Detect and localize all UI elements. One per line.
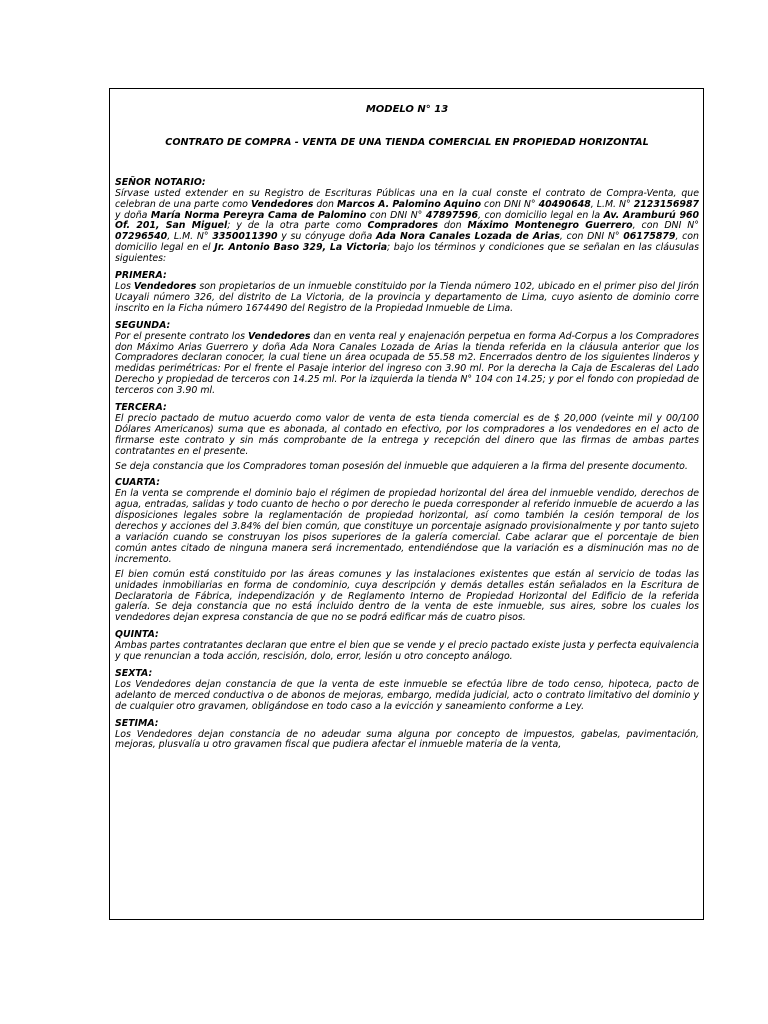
document-title: MODELO N° 13 [365, 104, 449, 115]
clause-sexta-text: Los Vendedores dejan constancia de que la venta de este inmueble se efectúa libre de todo censo, hipoteca, pacto de adelanto de merced conductiva o de abonos de mejoras, embargo, medida judicial, acto o contrato limitativo del dominio y de cualquier otro gravamen, obligándose en todo caso a la evicción y saneamiento conforme a Ley. [115, 678, 699, 712]
document-body [115, 105, 699, 751]
clause-primera-text: Los Vendedores son propietarios de un inmueble constituido por la Tienda número 102, ubicado en el primer piso del Jirón Ucayali número 326, del distrito de La Victoria, de la provincia y departamento de Lima, cuyo asiento de dominio corre inscrito en la Ficha número 1674490 del Registro de la Propiedad Inmueble de Lima. [115, 280, 699, 314]
document-subtitle: CONTRATO DE COMPRA - VENTA DE UNA TIENDA COMERCIAL EN PROPIEDAD HORIZONTAL [165, 136, 649, 148]
clause-sexta-heading: SEXTA: [115, 667, 153, 679]
clause-cuarta-text-1: En la venta se comprende el dominio bajo el régimen de propiedad horizontal del área del inmueble vendido, derechos de agua, entradas, salidas y todo cuanto de hecho o por derecho le pueda corresponder al referido inmueble de acuerdo a las disposiciones legales sobre la reglamentación de propiedad horizontal, así como también la cesión temporal de los derechos y acciones del 3.84% del bien común, que constituye un porcentaje asignado provisionalmente y por tanto sujeto a variación cuando se construyan los pisos superiores de la galería comercial. Cabe aclarar que el porcentaje de bien común antes citado de ninguna manera será incrementado, entendiéndose que la variación es a disminución mas no de incremento. [115, 488, 699, 565]
clause-setima-text: Los Vendedores dejan constancia de no adeudar suma alguna por concepto de impuestos, gabelas, pavimentación, mejoras, plusvalía u otro gravamen fiscal que pudiera afectar el inmueble materia de la venta, [115, 728, 699, 751]
clause-tercera-text-1: El precio pactado de mutuo acuerdo como valor de venta de esta tienda comercial es de $ 20,000 (veinte mil y 00/100 Dólares Americanos) suma que es abonada, al contado en efectivo, por los compradores a los vendedores en el acto de firmarse este contrato y sin más comprobante de la entrega y recepción del dinero que las firmas de ambas partes contratantes en el presente. [115, 412, 699, 457]
clause-cuarta-text-2: El bien común está constituido por las áreas comunes y las instalaciones existentes que están al servicio de todas las unidades inmobiliarias en forma de condominio, cuya descripción y demás detalles están señalados en la Escritura de Declaratoria de Fábrica, independización y de Reglamento Interno de Propiedad Horizontal del Edificio de la referida galería. Se deja constancia que no está incluido dentro de la venta de este inmueble, sus aires, sobre los cuales los vendedores dejan expresa constancia de que no se podrá edificar más de cuatro pisos. [115, 568, 699, 624]
clause-segunda-heading: SEGUNDA: [115, 319, 171, 331]
clause-segunda-text: Por el presente contrato los Vendedores dan en venta real y enajenación perpetua en forma Ad-Corpus a los Compradores don Máximo Arias Guerrero y doña Ada Nora Canales Lozada de Arias la tienda referida en la cláusula anterior que los Compradores declaran conocer, la cual tiene un área ocupada de 55.58 m2. Encerrados dentro de los siguientes linderos y medidas perimétricas: Por el frente el Pasaje interior del ingreso con 3.90 ml. Por la derecha la Caja de Escaleras del Lado Derecho y propiedad de terceros con 14.25 ml. Por la izquierda la tienda N° 104 con 14.25; y por el fondo con propiedad de terceros con 3.90 ml. [115, 330, 699, 397]
clause-setima-heading: SETIMA: [115, 717, 159, 729]
clause-primera-heading: PRIMERA: [115, 270, 167, 282]
intro-paragraph: Sírvase usted extender en su Registro de Escrituras Públicas una en la cual conste el contrato de Compra-Venta, que celebran de una parte como Vendedores don Marcos A. Palomino Aquino con DNI N° 40490648, L.M. N° 2123156987 y doña María Norma Pereyra Cama de Palomino con DNI N° 47897596, con domicilio legal en la Av. Aramburú 960 Of. 201, San Miguel; y de la otra parte como Compradores don Máximo Montenegro Guerrero, con DNI N° 07296540, L.M. N° 3350011390 y su cónyuge doña Ada Nora Canales Lozada de Arias, con DNI N° 06175879, con domicilio legal en el Jr. Antonio Baso 329, La Victoria; bajo los términos y condiciones que se señalan en las cláusulas siguientes: [115, 187, 700, 265]
clause-cuarta-heading: CUARTA: [115, 477, 160, 489]
clause-quinta-heading: QUINTA: [115, 629, 159, 641]
clause-tercera-text-2: Se deja constancia que los Compradores toman posesión del inmueble que adquieren a la firma del presente documento. [115, 460, 688, 472]
greeting-heading: SEÑOR NOTARIO: [115, 176, 206, 188]
document-frame [109, 88, 704, 920]
clause-quinta-text: Ambas partes contratantes declaran que entre el bien que se vende y el precio pactado existe justa y perfecta equivalencia y que renuncian a toda acción, rescisión, dolo, error, lesión u otro concepto análogo. [115, 640, 699, 663]
clause-tercera-heading: TERCERA: [115, 402, 167, 414]
